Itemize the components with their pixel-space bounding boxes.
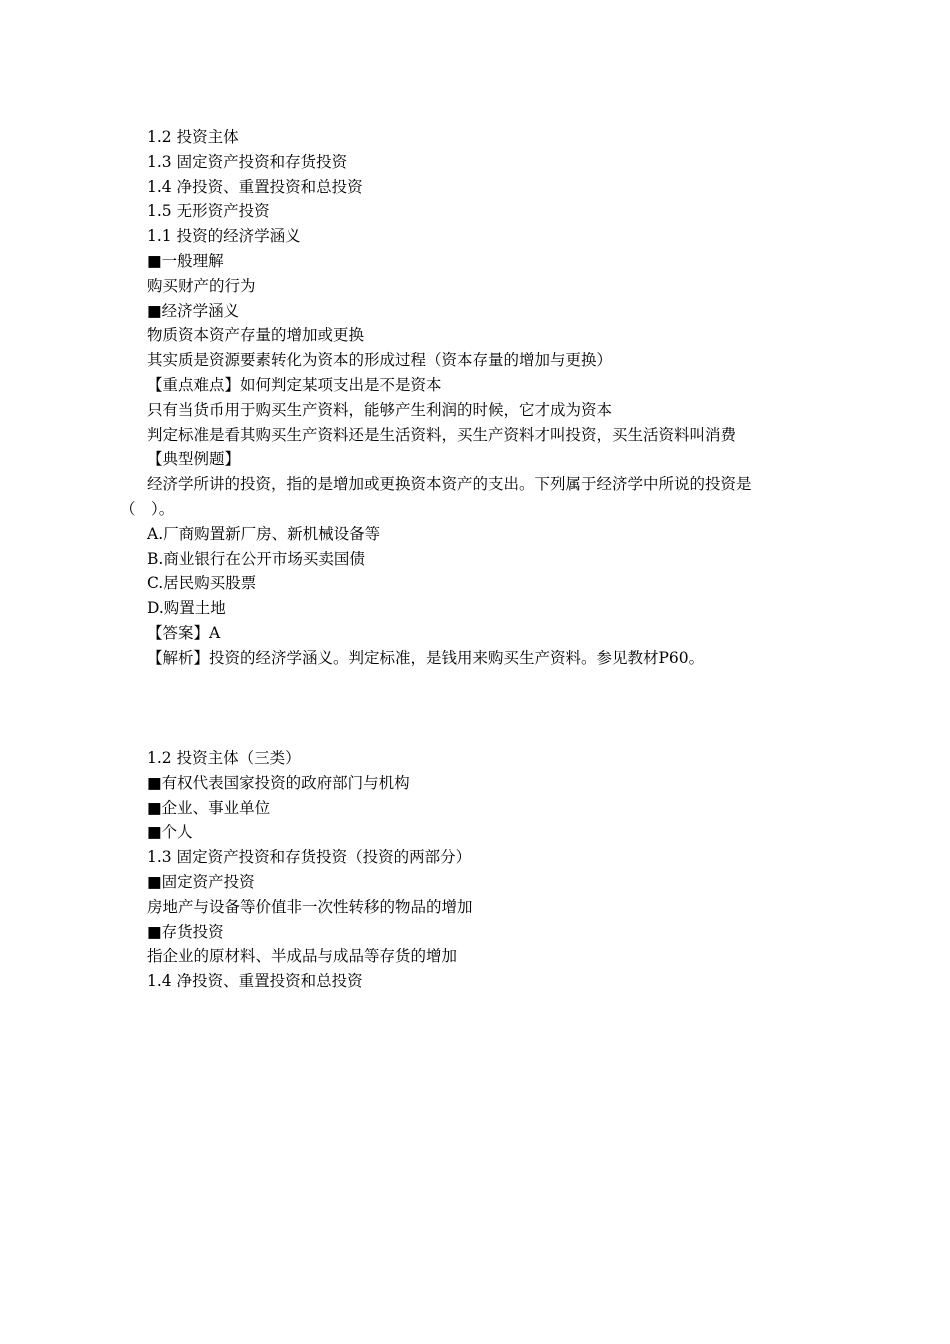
content-block-2: [147, 746, 827, 994]
section-heading: 1.2 投资主体（三类）: [147, 749, 301, 767]
question-line: 经济学所讲的投资，指的是增加或更换资本资产的支出。下列属于经济学中所说的投资是: [147, 475, 752, 494]
option-d: D.购置土地: [147, 599, 226, 618]
paragraph: 判定标准是看其购买生产资料还是生活资料，买生产资料才叫投资，买生活资料叫消费: [147, 425, 737, 444]
subheading-general: ■一般理解: [147, 251, 224, 270]
option-c: C.居民购买股票: [147, 574, 257, 593]
paragraph: 购买财产的行为: [147, 276, 256, 295]
analysis: 【解析】投资的经济学涵义。判定标准，是钱用来购买生产资料。参见教材P60。: [147, 648, 705, 667]
section-heading: 1.4 净投资、重置投资和总投资: [147, 972, 363, 991]
list-item: ■有权代表国家投资的政府部门与机构: [147, 773, 410, 792]
paragraph: 指企业的原材料、半成品与成品等存货的增加: [147, 947, 458, 966]
subheading-econ: ■经济学涵义: [147, 301, 240, 320]
list-item: ■个人: [147, 823, 193, 842]
paragraph: 只有当货币用于购买生产资料，能够产生利润的时候，它才成为资本: [147, 400, 613, 419]
question-line: （ ）。: [120, 499, 175, 518]
answer: 【答案】A: [147, 623, 221, 642]
key-point: 【重点难点】如何判定某项支出是不是资本: [147, 375, 442, 394]
paragraph: 其实质是资源要素转化为资本的形成过程（资本存量的增加与更换）: [147, 351, 613, 370]
example-heading: 【典型例题】: [147, 450, 241, 469]
toc-item: 1.2 投资主体: [147, 128, 239, 146]
toc-item: 1.3 固定资产投资和存货投资: [147, 152, 348, 171]
subheading-inventory: ■存货投资: [147, 922, 224, 941]
option-a: A.厂商购置新厂房、新机械设备等: [147, 524, 381, 543]
toc-item: 1.4 净投资、重置投资和总投资: [147, 177, 363, 196]
question-text: [120, 472, 827, 522]
toc-item: 1.5 无形资产投资: [147, 202, 270, 221]
paragraph: 物质资本资产存量的增加或更换: [147, 326, 365, 345]
subheading-fixed: ■固定资产投资: [147, 872, 255, 891]
option-b: B.商业银行在公开市场买卖国债: [147, 549, 365, 568]
section-heading: 1.3 固定资产投资和存货投资（投资的两部分）: [147, 848, 472, 867]
content-block-1: [120, 125, 827, 671]
section-heading: 1.1 投资的经济学涵义: [147, 227, 301, 246]
list-item: ■企业、事业单位: [147, 798, 271, 817]
paragraph: 房地产与设备等价值非一次性转移的物品的增加: [147, 897, 473, 916]
